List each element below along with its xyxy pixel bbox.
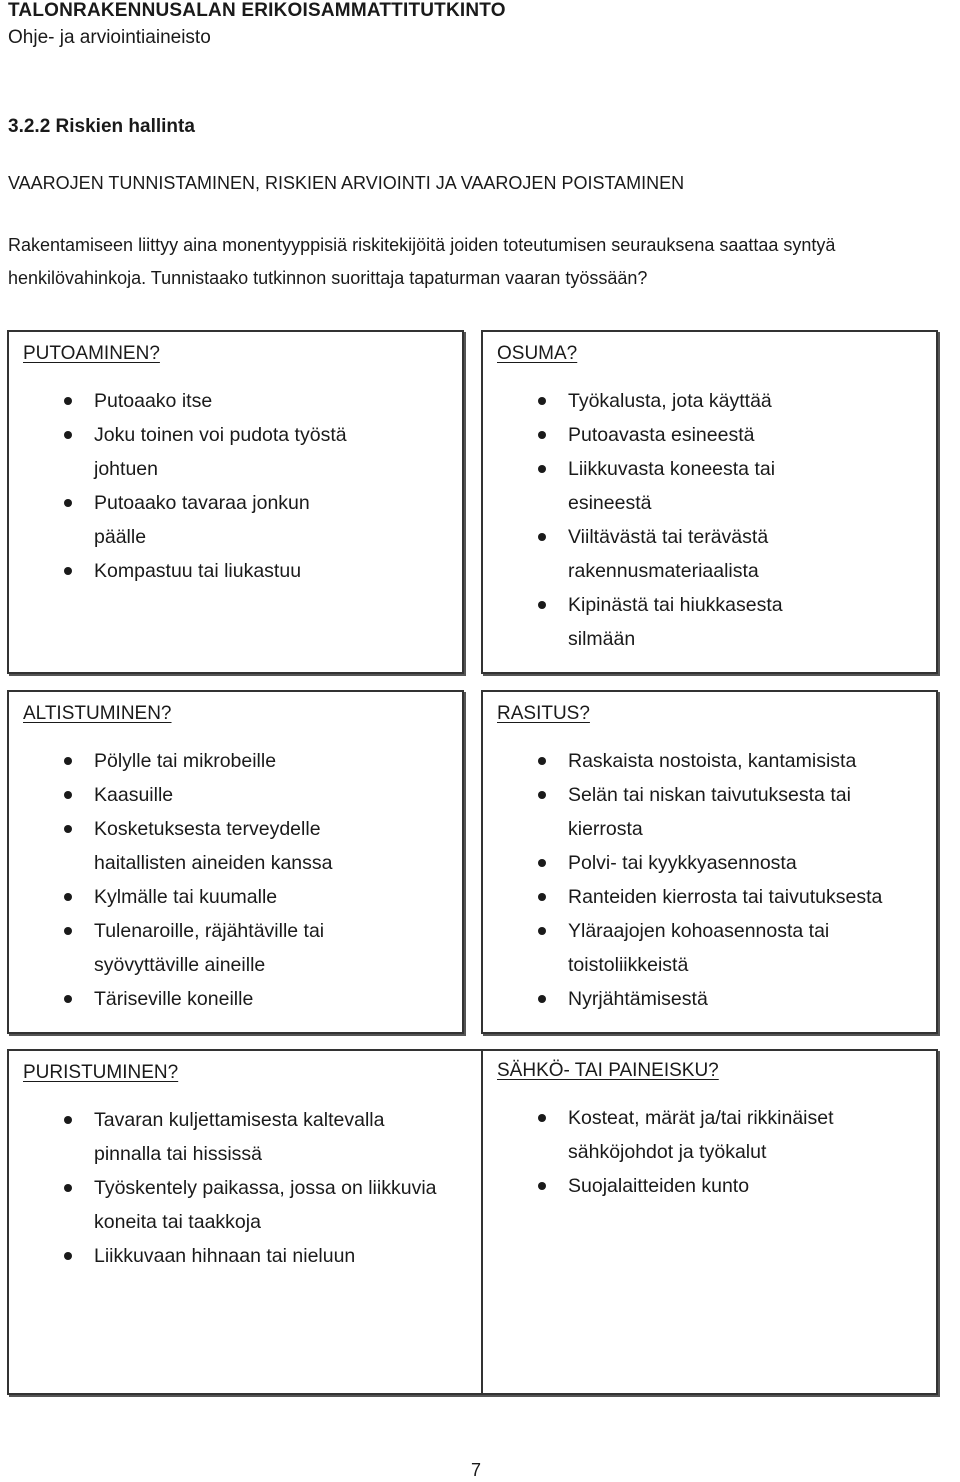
- list-item: Viiltävästä tai terävästä rakennusmateriaalista: [497, 520, 842, 588]
- document-title: TALONRAKENNUSALAN ERIKOISAMMATTITUTKINTO: [8, 0, 506, 21]
- list-item: Kosketuksesta terveydelle haitallisten aineiden kanssa: [23, 812, 368, 880]
- intro-paragraph: Rakentamiseen liittyy aina monentyyppisiä riskitekijöitä joiden toteutumisen seurauksena saattaa syntyä henkilövahinkoja. Tunnistaako tutkinnon suorittaja tapaturman vaaran työssään?: [8, 235, 836, 288]
- section-heading: 3.2.2 Riskien hallinta: [8, 116, 195, 137]
- list-item: Tulenaroille, räjähtäville tai syövyttäville aineille: [23, 914, 368, 982]
- list-item: Ranteiden kierrosta tai taivutuksesta: [497, 880, 937, 914]
- hazard-list: [497, 1101, 842, 1203]
- hazard-list: [23, 744, 368, 1016]
- hazard-box-putoaminen: [7, 330, 464, 674]
- list-item: Suojalaitteiden kunto: [497, 1169, 842, 1203]
- list-item: Nyrjähtämisestä: [497, 982, 937, 1016]
- box-title: PURISTUMINEN?: [23, 1062, 179, 1083]
- list-item: Yläraajojen kohoasennosta tai toistoliikkeistä: [497, 914, 898, 982]
- list-item: Liikkuvasta koneesta tai esineestä: [497, 452, 842, 520]
- list-item: Joku toinen voi pudota työstä johtuen: [23, 418, 353, 486]
- box-title: PUTOAMINEN?: [23, 343, 160, 364]
- list-item: Työkalusta, jota käyttää: [497, 384, 842, 418]
- box-title: SÄHKÖ- TAI PAINEISKU?: [497, 1060, 719, 1081]
- list-item: Putoaako tavaraa jonkun päälle: [23, 486, 353, 554]
- hazard-box-sahkoisku: [481, 1049, 938, 1395]
- document-subtitle: Ohje- ja arviointiaineisto: [8, 27, 211, 48]
- list-item: Pölylle tai mikrobeille: [23, 744, 368, 778]
- page-number: 7: [471, 1460, 482, 1480]
- hazard-box-osuma: [481, 330, 938, 674]
- subheading: VAAROJEN TUNNISTAMINEN, RISKIEN ARVIOINTI JA VAAROJEN POISTAMINEN: [8, 173, 685, 193]
- list-item: Täriseville koneille: [23, 982, 368, 1016]
- box-title: OSUMA?: [497, 343, 578, 364]
- hazard-list: [497, 744, 937, 1016]
- list-item: Kompastuu tai liukastuu: [23, 554, 353, 588]
- hazard-list: [23, 1103, 443, 1273]
- box-title: RASITUS?: [497, 703, 590, 724]
- list-item: Tavaran kuljettamisesta kaltevalla pinnalla tai hississä: [23, 1103, 443, 1171]
- list-item: Raskaista nostoista, kantamisista: [497, 744, 937, 778]
- list-item: Kipinästä tai hiukkasesta silmään: [497, 588, 842, 656]
- hazard-box-altistuminen: [7, 690, 464, 1034]
- list-item: Putoavasta esineestä: [497, 418, 842, 452]
- list-item: Liikkuvaan hihnaan tai nieluun: [23, 1239, 443, 1273]
- list-item: Polvi- tai kyykkyasennosta: [497, 846, 937, 880]
- list-item: Putoaako itse: [23, 384, 353, 418]
- list-item: Kosteat, märät ja/tai rikkinäiset sähköjohdot ja työkalut: [497, 1101, 842, 1169]
- list-item: Työskentely paikassa, jossa on liikkuvia koneita tai taakkoja: [23, 1171, 443, 1239]
- hazard-list: [23, 384, 353, 588]
- list-item: Selän tai niskan taivutuksesta tai kierrosta: [497, 778, 888, 846]
- list-item: Kaasuille: [23, 778, 368, 812]
- hazard-list: [497, 384, 842, 656]
- list-item: Kylmälle tai kuumalle: [23, 880, 368, 914]
- box-title: ALTISTUMINEN?: [23, 703, 172, 724]
- hazard-box-rasitus: [481, 690, 938, 1034]
